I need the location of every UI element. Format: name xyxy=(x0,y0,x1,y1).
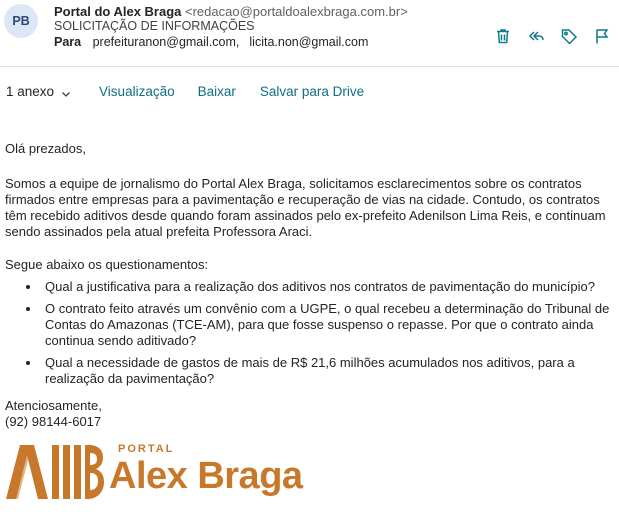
attachment-count-toggle[interactable] xyxy=(6,84,71,99)
message-subject: SOLICITAÇÃO DE INFORMAÇÕES xyxy=(54,19,255,33)
logo-name-text: Alex Braga xyxy=(109,455,303,497)
message-actions xyxy=(494,27,613,45)
list-item: • Qual a justificativa para a realização dos aditivos nos contratos de pavimentação do município? xyxy=(41,279,617,295)
recipient[interactable]: prefeituranon@gmail.com, xyxy=(92,35,240,49)
phone-number: (92) 98144-6017 xyxy=(5,414,102,429)
list-item: • O contrato feito através um convênio com a UGPE, o qual recebeu a determinação do Tribunal de Contas do Amazonas (TCE-AM), para que fosse suspenso o repasse. Por que o contrato ainda continua sendo aditivado? xyxy=(41,301,617,349)
message-body xyxy=(5,141,617,430)
recipients-line xyxy=(54,35,368,49)
save-to-drive-link[interactable]: Salvar para Drive xyxy=(259,84,365,99)
to-label: Para xyxy=(54,35,82,49)
logo-mark-icon xyxy=(6,441,106,503)
preview-link[interactable]: Visualização xyxy=(99,84,175,99)
signoff: Atenciosamente, xyxy=(5,398,102,413)
download-link[interactable]: Baixar xyxy=(197,84,236,99)
header-divider xyxy=(0,66,619,67)
chevron-down-icon xyxy=(61,87,71,97)
questions-list xyxy=(5,279,617,387)
flag-icon[interactable] xyxy=(593,27,613,45)
trash-icon[interactable] xyxy=(494,27,514,45)
attachment-count-label: 1 anexo xyxy=(6,84,55,99)
tag-icon[interactable] xyxy=(560,27,580,45)
attachment-bar xyxy=(6,84,364,99)
reply-all-icon[interactable] xyxy=(527,27,547,45)
questions-intro: Segue abaixo os questionamentos: xyxy=(5,257,209,272)
avatar[interactable]: PB xyxy=(4,4,38,38)
recipient[interactable]: licita.non@gmail.com xyxy=(249,35,369,49)
logo-portal-text: PORTAL xyxy=(118,443,175,455)
sender-email[interactable]: <redacao@portaldoalexbraga.com.br> xyxy=(185,4,408,19)
intro-paragraph: Somos a equipe de jornalismo do Portal Alex Braga, solicitamos esclarecimentos sobre os contratos firmados entre empresas para a pavimentação e recuperação de vias na cidade. Contudo, os contratos têm recebido aditivos desde quando foram assinados pelo ex-prefeito Adenilson Lima Reis, e continuam sendo assinados pela atual prefeita Professora Araci. xyxy=(5,176,606,239)
list-item: • Qual a necessidade de gastos de mais de R$ 21,6 milhões acumulados nos aditivos, para a realização da pavimentação? xyxy=(41,355,617,387)
sender-name[interactable]: Portal do Alex Braga xyxy=(54,4,182,19)
message-header xyxy=(0,0,619,66)
sender-line xyxy=(54,4,408,19)
portal-alex-braga-logo xyxy=(6,441,366,507)
greeting: Olá prezados, xyxy=(5,141,86,156)
